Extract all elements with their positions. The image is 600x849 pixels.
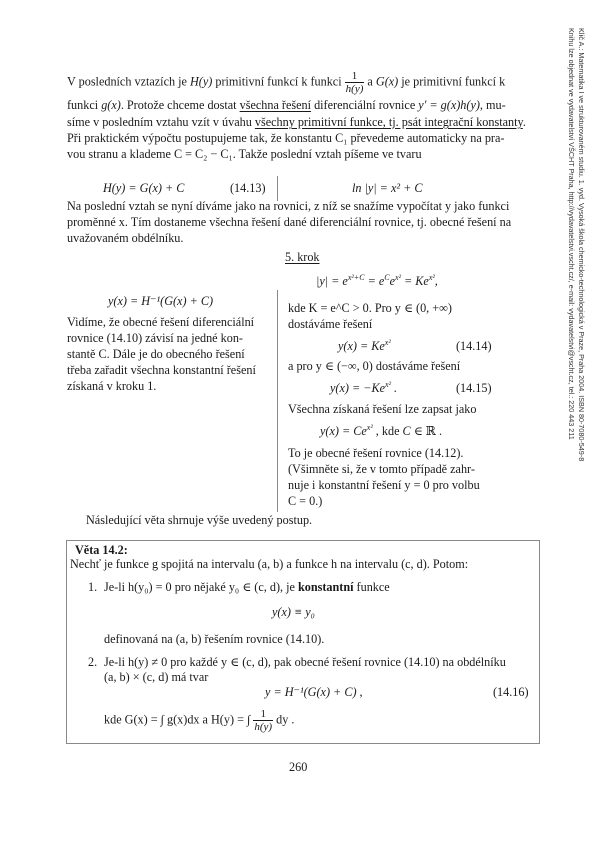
equation-14-14: $y(x) = Ke^{x^2}$: [338, 337, 391, 353]
step-heading: 5. krok: [285, 250, 320, 264]
summary-line: Následující věta shrnuje výše uvedený postup.: [86, 513, 313, 527]
fraction: [253, 708, 273, 733]
side-citation-line-1: Klíč A.: Matematika I ve strukturovaném studiu. 1. vyd. Vysoká škola chemicko-technologická v Praze, Praha 2004. ISBN 80-7080-549-8: [577, 28, 586, 462]
equation-14-16: y = H⁻¹(G(x) + C) ,: [265, 685, 363, 699]
theorem-title: Věta 14.2:: [75, 543, 128, 557]
fraction-numerator: 1: [253, 708, 273, 721]
fraction-denominator: h(y): [345, 83, 364, 95]
equation-number-14-15: (14.15): [456, 381, 492, 395]
text: kde G(x) = ∫ g(x)dx a H(y) = ∫: [104, 712, 251, 727]
side-citation-line-2: Knihu lze objednat ve vydavatelství VŠCHT Praha, http://vydavatelstvi.vscht.cz/, e-mail: vydavatelstvi@vscht.cz, tel.: 220 443 211: [567, 28, 576, 440]
theorem-item-2-number: 2.: [88, 655, 98, 669]
underlined-text: všechna řešení: [239, 98, 312, 112]
theorem-item-2-definitions: [104, 708, 294, 733]
equation-number-14-16: (14.16): [493, 685, 529, 699]
right-col-line-4: Všechna získaná řešení lze zapsat jako: [288, 402, 477, 416]
theorem-item-2-line-2: (a, b) × (c, d) má tvar: [104, 670, 209, 684]
text: a: [364, 74, 376, 89]
general-solution-equation: y(x) = H⁻¹(G(x) + C): [108, 294, 214, 308]
text: dy .: [276, 712, 295, 727]
text: síme v posledním vztahu vzít v úvahu: [67, 115, 255, 129]
theorem-item-1-number: 1.: [88, 580, 98, 594]
theorem-item-2-line-1: Je-li h(y) ≠ 0 pro každé y ∈ (c, d), pak obecné řešení rovnice (14.10) na obdélníku: [104, 655, 506, 669]
left-col-line-3: stantě C. Dále je do obecného řešení: [67, 347, 245, 361]
math: g(x): [101, 98, 121, 112]
theorem-item-1-equation: y(x) ≡ y₀: [272, 605, 315, 619]
underlined-text: všechny primitivní funkce, tj. psát integrační konstanty: [254, 115, 523, 129]
right-col-line-7: nuje i konstantní řešení y = 0 pro volbu: [288, 478, 480, 492]
left-col-line-2: rovnice (14.10) závisí na jedné kon-: [67, 331, 243, 345]
equation-14-13: H(y) = G(x) + C: [103, 181, 185, 195]
equation-all-solutions: $y(x) = Ce^{x^2}$ , kde C ∈ ℝ .: [320, 422, 443, 438]
right-col-line-8: C = 0.): [288, 494, 323, 508]
fraction-denominator: h(y): [254, 721, 273, 733]
text: primitivní funkcí k funkci: [212, 74, 345, 89]
text: , mu-: [479, 98, 506, 112]
page-number: 260: [289, 760, 308, 774]
text: .: [522, 115, 526, 129]
bold-text: konstantní: [297, 580, 354, 594]
right-col-line-3: a pro y ∈ (−∞, 0) dostáváme řešení: [288, 359, 461, 373]
equation-abs-y: $|y| = e^{x^2+C} = e^Ce^{x^2} = Ke^{x^2}$,: [316, 272, 438, 288]
math: y′ = g(x)h(y): [418, 98, 480, 112]
right-col-line-6: (Všimněte si, že v tomto případě zahr-: [288, 462, 475, 476]
para2-line-2: proměnné x. Tím dostaneme všechna řešení dané diferenciální rovnice, tj. obecné řešení na: [67, 215, 512, 229]
text: je primitivní funkcí k: [398, 74, 506, 89]
intro-line-1: [67, 70, 505, 95]
right-col-line-5: To je obecné řešení rovnice (14.12).: [288, 446, 464, 460]
left-col-line-5: získaná v kroku 1.: [67, 379, 157, 393]
column-divider: [277, 176, 278, 201]
text: funkci: [67, 98, 102, 112]
fraction-numerator: 1: [345, 70, 365, 83]
right-col-line-2: dostáváme řešení: [288, 317, 373, 331]
left-col-line-1: Vidíme, že obecné řešení diferenciální: [67, 315, 255, 329]
intro-line-5: vou stranu a klademe C = C₂ − C₁. Takže poslední vztah píšeme ve tvaru: [67, 147, 422, 161]
equation-14-15: $y(x) = -Ke^{x^2}$ .: [330, 379, 398, 395]
para2-line-1: Na poslední vztah se nyní díváme jako na rovnici, z níž se snažíme vypočítat y jako funkci: [67, 199, 510, 213]
intro-line-3: [67, 115, 526, 130]
right-col-line-1: kde K = e^C > 0. Pro y ∈ (0, +∞): [288, 301, 452, 315]
math: H(y): [189, 74, 213, 89]
theorem-item-1-text: [104, 580, 390, 595]
fraction: [345, 70, 365, 95]
text: Je-li h(y₀) = 0 pro nějaké y₀ ∈ (c, d), je: [104, 580, 298, 594]
text: funkce: [353, 580, 390, 594]
theorem-item-1-after: definovaná na (a, b) řešením rovnice (14.10).: [104, 632, 325, 646]
math: G(x): [375, 74, 399, 89]
text: . Protože chceme dostat: [120, 98, 240, 112]
left-col-line-4: třeba zařadit všechna konstantní řešení: [67, 363, 256, 377]
equation-number-14-13: (14.13): [230, 181, 266, 195]
para2-line-3: uvažovaném obdélníku.: [67, 231, 184, 245]
theorem-intro: Nechť je funkce g spojitá na intervalu (a, b) a funkce h na intervalu (c, d). Potom:: [70, 557, 469, 571]
equation-ln: ln |y| = x² + C: [352, 181, 423, 195]
column-divider-main: [277, 290, 278, 512]
intro-line-4: Při praktickém výpočtu postupujeme tak, že konstantu C₁ převedeme automaticky na pra-: [67, 131, 505, 145]
equation-number-14-14: (14.14): [456, 339, 492, 353]
text: diferenciální rovnice: [311, 98, 419, 112]
intro-line-2: [67, 98, 506, 113]
text: V posledních vztazích je: [67, 74, 190, 89]
